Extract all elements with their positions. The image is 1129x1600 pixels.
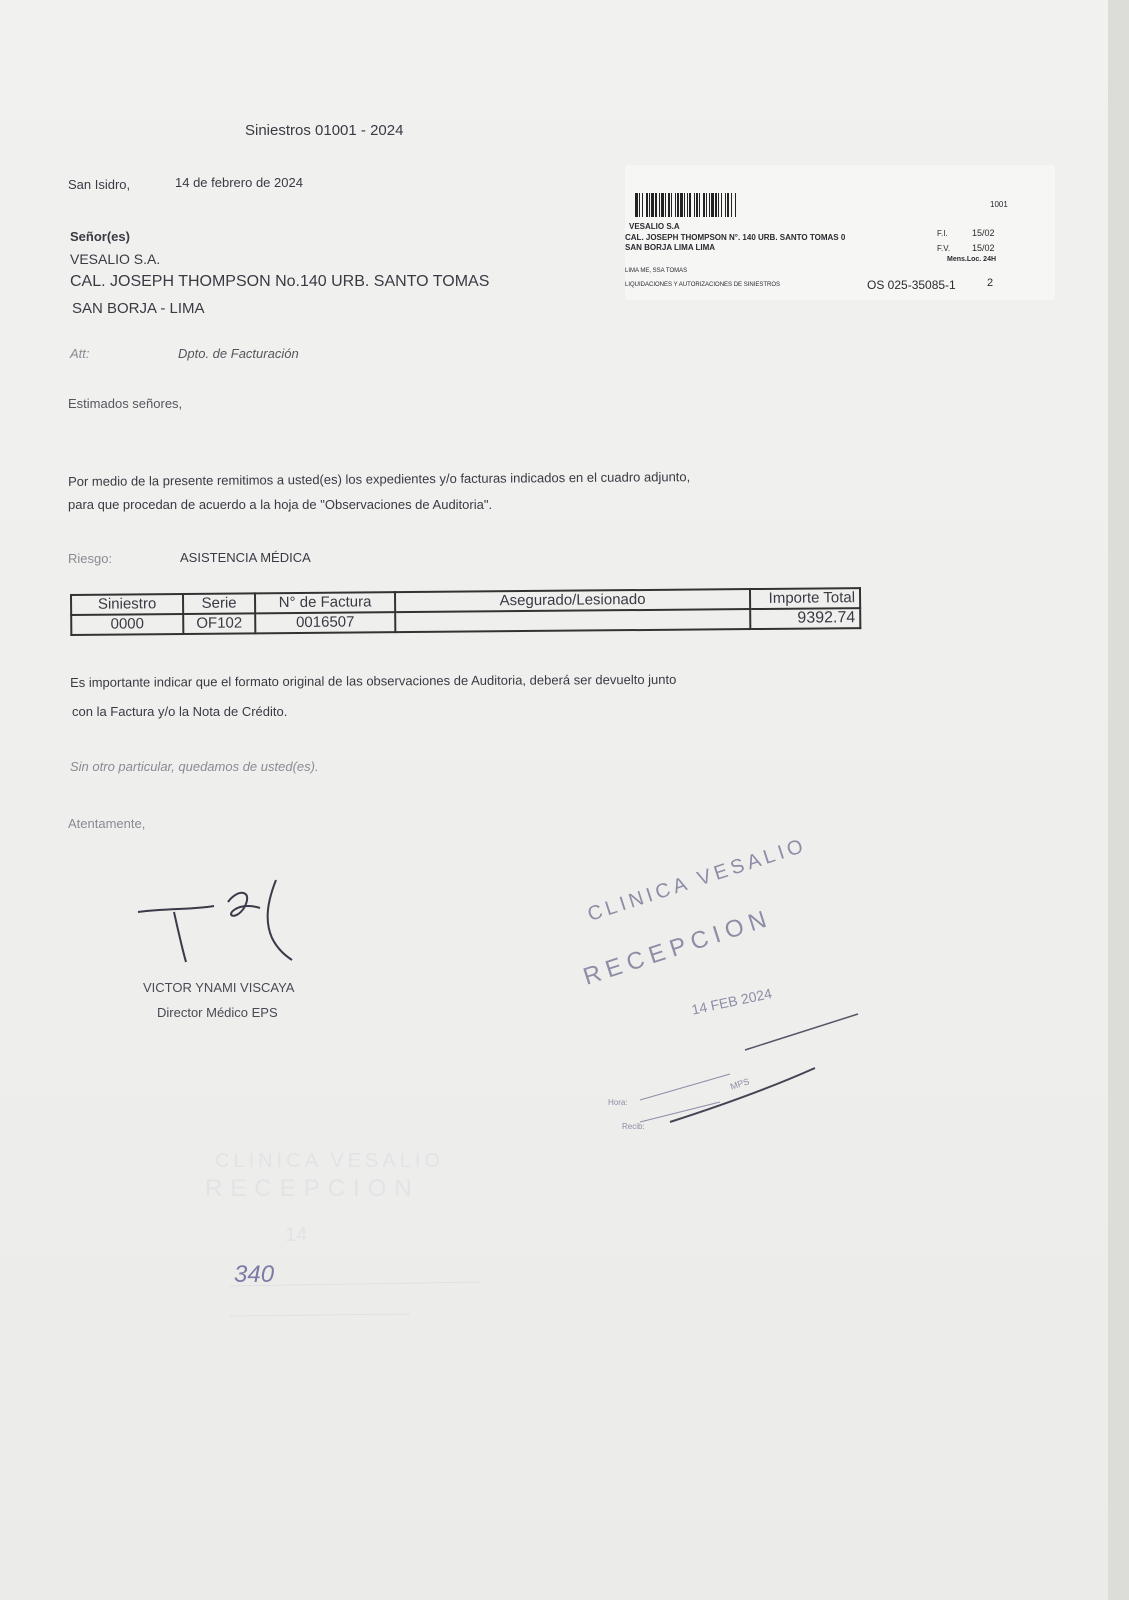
header-importe: Importe Total — [750, 588, 860, 609]
cell-siniestro: 0000 — [71, 614, 183, 635]
note-line-2: con la Factura y/o la Nota de Crédito. — [72, 704, 288, 719]
sticker-fi-label: F.I. — [937, 229, 948, 238]
barcode-bar — [651, 193, 654, 217]
barcode — [635, 193, 855, 217]
barcode-bar — [694, 193, 695, 217]
barcode-bar — [675, 193, 676, 217]
document-title: Siniestros 01001 - 2024 — [245, 122, 404, 139]
attention-value: Dpto. de Facturación — [178, 346, 299, 361]
sticker-address-2: SAN BORJA LIMA LIMA — [625, 243, 716, 252]
closing-line: Sin otro particular, quedamos de usted(es). — [70, 759, 319, 774]
sticker-address-1: CAL. JOSEPH THOMPSON N°. 140 URB. SANTO TOMAS 0 — [625, 233, 846, 242]
stamp-lines — [600, 1010, 870, 1140]
header-asegurado: Asegurado/Lesionado — [395, 589, 750, 612]
claims-table — [70, 587, 861, 636]
sticker-os-count: 2 — [987, 277, 994, 289]
ghost-stamp-date: 14 — [285, 1224, 308, 1246]
body-line-1: Por medio de la presente remitimos a usted(es) los expedientes y/o facturas indicados en el cuadro adjunto, — [68, 469, 691, 489]
barcode-bar — [735, 193, 736, 217]
attention-label: Att: — [70, 346, 90, 361]
sticker-fi-value: 15/02 — [972, 228, 995, 238]
barcode-bar — [711, 193, 714, 217]
document-date: 14 de febrero de 2024 — [175, 175, 303, 190]
barcode-bar — [718, 193, 719, 217]
barcode-bar — [715, 193, 717, 217]
header-serie: Serie — [183, 593, 255, 614]
ghost-stamp-reception: RECEPCION — [205, 1175, 420, 1202]
recipient-company: VESALIO S.A. — [70, 251, 161, 267]
stamp-hora-label: Hora: — [608, 1098, 628, 1107]
barcode-bar — [659, 193, 660, 217]
sticker-line-4: LIQUIDACIONES Y AUTORIZACIONES DE SINIESTROS — [625, 282, 781, 288]
barcode-bar — [655, 193, 657, 217]
barcode-bar — [706, 193, 707, 217]
barcode-bar — [661, 193, 664, 217]
note-line-1: Es importante indicar que el formato original de las observaciones de Auditoria, deberá ser devuelto junto — [70, 671, 677, 690]
sticker-mens: Mens.Loc. 24H — [947, 256, 997, 263]
recipient-address: CAL. JOSEPH THOMPSON No.140 URB. SANTO TOMAS — [70, 273, 490, 290]
cell-importe: 9392.74 — [750, 608, 860, 629]
barcode-bar — [731, 193, 732, 217]
barcode-bar — [639, 193, 640, 217]
barcode-bar — [635, 193, 638, 217]
barcode-bar — [665, 193, 666, 217]
place-label: San Isidro, — [68, 177, 131, 192]
body-line-2: para que procedan de acuerdo a la hoja de "Observaciones de Auditoria". — [68, 497, 493, 512]
stamp-date: 14 FEB 2024 — [690, 985, 774, 1018]
risk-label: Riesgo: — [68, 551, 113, 566]
sticker-fv-value: 15/02 — [972, 243, 995, 253]
barcode-bar — [671, 193, 672, 217]
handwritten-number: 340 — [234, 1261, 275, 1288]
barcode-bar — [709, 193, 710, 217]
sticker-code-top: 1001 — [990, 200, 1008, 209]
signer-name: VICTOR YNAMI VISCAYA — [143, 980, 295, 995]
barcode-bar — [725, 193, 726, 217]
sticker-fv-label: F.V. — [937, 244, 951, 253]
cell-asegurado — [395, 609, 750, 632]
signer-title: Director Médico EPS — [157, 1005, 278, 1020]
barcode-bar — [703, 193, 705, 217]
header-factura: N° de Factura — [255, 592, 395, 613]
barcode-bar — [721, 193, 722, 217]
stamp-reception: RECEPCION — [580, 904, 776, 991]
sticker-line-3: LIMA ME, SSA TOMAS — [625, 268, 688, 274]
stamp-recib-label: Recib: — [622, 1122, 645, 1131]
barcode-bar — [642, 193, 643, 217]
cell-factura: 0016507 — [255, 612, 395, 633]
barcode-bar — [687, 193, 688, 217]
signature-scribble — [130, 870, 310, 970]
salutation: Señor(es) — [70, 229, 130, 244]
barcode-bar — [727, 193, 729, 217]
ghost-stamp-lines — [230, 1280, 490, 1330]
ghost-stamp-clinic: CLINICA VESALIO — [215, 1150, 444, 1172]
barcode-bar — [649, 193, 650, 217]
cell-serie: OF102 — [183, 613, 255, 634]
routing-label — [625, 165, 1055, 300]
barcode-bar — [646, 193, 648, 217]
barcode-bar — [696, 193, 698, 217]
sticker-os-code: OS 025-35085-1 — [867, 278, 956, 292]
sticker-company: VESALIO S.A — [629, 222, 680, 231]
stamp-clinic: CLINICA VESALIO — [585, 834, 810, 926]
barcode-bar — [684, 193, 685, 217]
risk-value: ASISTENCIA MÉDICA — [180, 550, 311, 565]
recipient-city: SAN BORJA - LIMA — [72, 300, 205, 317]
barcode-bar — [689, 193, 691, 217]
stamp-initials: MPS — [728, 1076, 751, 1092]
greeting: Estimados señores, — [68, 396, 183, 411]
barcode-bar — [680, 193, 683, 217]
closing-regards: Atentamente, — [68, 816, 146, 831]
barcode-bar — [699, 193, 700, 217]
barcode-bar — [668, 193, 670, 217]
barcode-bar — [677, 193, 679, 217]
header-siniestro: Siniestro — [71, 594, 183, 615]
